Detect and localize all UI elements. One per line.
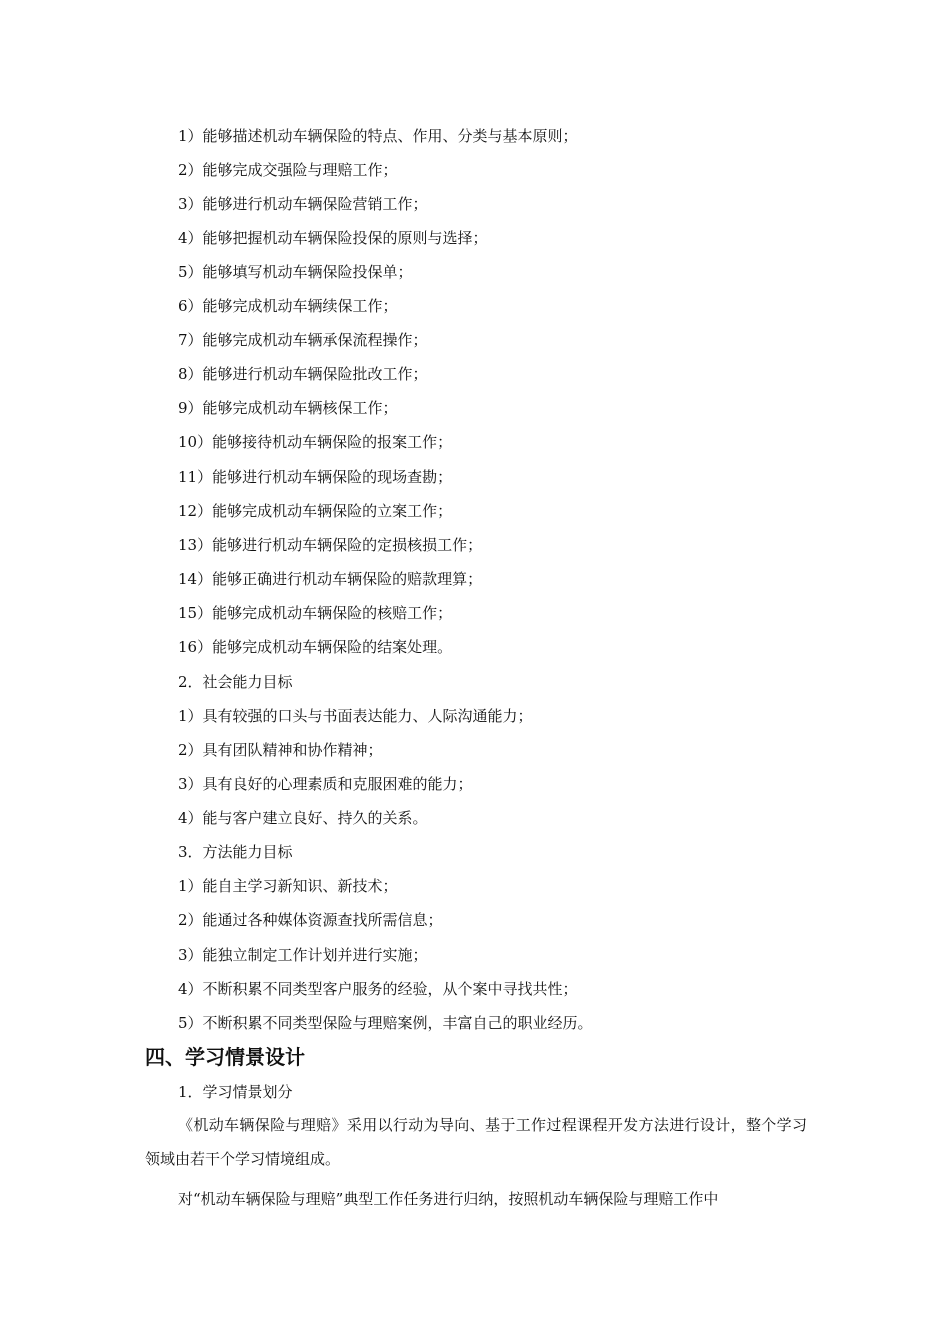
ability-item-13: 13）能够进行机动车辆保险的定损核损工作； (178, 536, 483, 554)
ability-item-3: 3）能够进行机动车辆保险营销工作； (178, 195, 428, 213)
social-ability-item-2: 2）具有团队精神和协作精神； (178, 741, 383, 759)
ability-item-16: 16）能够完成机动车辆保险的结案处理。 (178, 638, 453, 656)
ability-item-2: 2）能够完成交强险与理赔工作； (178, 161, 398, 179)
method-ability-item-1: 1）能自主学习新知识、新技术； (178, 877, 398, 895)
ability-item-7: 7）能够完成机动车辆承保流程操作； (178, 331, 428, 349)
body-paragraph-2: 对“机动车辆保险与理赔”典型工作任务进行归纳，按照机动车辆保险与理赔工作中 (178, 1190, 719, 1208)
section-heading: 四、学习情景设计 (145, 1045, 305, 1069)
ability-item-12: 12）能够完成机动车辆保险的立案工作； (178, 502, 453, 520)
ability-item-8: 8）能够进行机动车辆保险批改工作； (178, 365, 428, 383)
method-ability-title: 3．方法能力目标 (178, 843, 293, 861)
method-ability-item-2: 2）能通过各种媒体资源查找所需信息； (178, 911, 443, 929)
ability-item-4: 4）能够把握机动车辆保险投保的原则与选择； (178, 229, 488, 247)
ability-item-10: 10）能够接待机动车辆保险的报案工作； (178, 433, 453, 451)
social-ability-item-1: 1）具有较强的口头与书面表达能力、人际沟通能力； (178, 707, 533, 725)
method-ability-item-4: 4）不断积累不同类型客户服务的经验，从个案中寻找共性； (178, 980, 578, 998)
ability-item-5: 5）能够填写机动车辆保险投保单； (178, 263, 413, 281)
ability-item-1: 1）能够描述机动车辆保险的特点、作用、分类与基本原则； (178, 127, 578, 145)
social-ability-item-4: 4）能与客户建立良好、持久的关系。 (178, 809, 428, 827)
method-ability-item-3: 3）能独立制定工作计划并进行实施； (178, 946, 428, 964)
social-ability-title: 2．社会能力目标 (178, 673, 293, 691)
ability-item-15: 15）能够完成机动车辆保险的核赔工作； (178, 604, 453, 622)
method-ability-item-5: 5）不断积累不同类型保险与理赔案例，丰富自己的职业经历。 (178, 1014, 593, 1032)
ability-item-11: 11）能够进行机动车辆保险的现场查勘； (178, 468, 453, 486)
ability-item-6: 6）能够完成机动车辆续保工作； (178, 297, 398, 315)
body-paragraph-1: 《机动车辆保险与理赔》采用以行动为导向、基于工作过程课程开发方法进行设计，整个学习领域由若干个学习情境组成。 (145, 1116, 807, 1168)
ability-item-9: 9）能够完成机动车辆核保工作； (178, 399, 398, 417)
section-subheading: 1．学习情景划分 (178, 1083, 293, 1101)
social-ability-item-3: 3）具有良好的心理素质和克服困难的能力； (178, 775, 473, 793)
ability-item-14: 14）能够正确进行机动车辆保险的赔款理算； (178, 570, 483, 588)
